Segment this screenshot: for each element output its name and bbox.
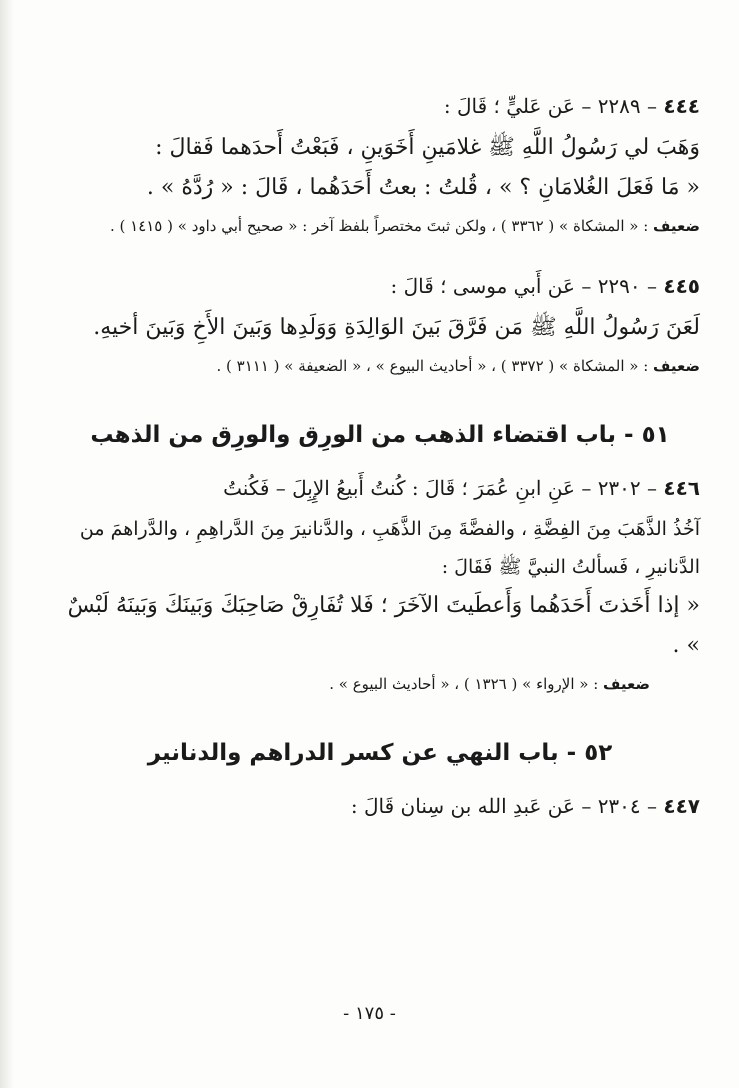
- hadith-446-heading: [60, 476, 700, 500]
- hadith-444-grade: ضعيف: [653, 217, 700, 235]
- hadith-444-line-1: وَهَبَ لي رَسُولُ اللَّهِ ﷺ غلامَينِ أَخَوَينِ ، فَبَعْتُ أَحدَهما فَقالَ :: [155, 135, 700, 160]
- hadith-446-note: : « الإرواء » ( ١٣٢٦ ) ، « أحاديث البيوع » .: [329, 675, 599, 693]
- hadith-446-number: ٤٤٦: [663, 476, 700, 500]
- book-page: [60, 80, 700, 1040]
- hadith-444-line-2: « مَا فَعَلَ الغُلامَانِ ؟ » ، قُلتُ : بعتُ أَحَدَهُما ، قَالَ : « رُدَّهُ » .: [146, 175, 700, 200]
- hadith-446-grading: [60, 668, 700, 700]
- hadith-445-heading: [60, 274, 700, 298]
- hadith-444-note: : « المشكاة » ( ٣٣٦٢ ) ، ولكن ثبتَ مختصراً بلفظ آخر : « صحيح أبي داود » ( ١٤١٥ ) .: [109, 217, 649, 235]
- hadith-445-number: ٤٤٥: [663, 274, 700, 298]
- chapter-52-title: ٥٢ - باب النهي عن كسر الدراهم والدنانير: [147, 740, 613, 766]
- hadith-447-heading: [60, 794, 700, 818]
- hadith-445-grading: [60, 350, 700, 382]
- hadith-444-heading: [60, 94, 700, 118]
- hadith-446-grade: ضعيف: [603, 675, 650, 693]
- binding-shadow: [0, 0, 14, 1088]
- hadith-446-line-2: « إذا أَخَذتَ أَحَدَهُما وَأَعطَيتَ الآخَرَ ؛ فَلا تُفَارِقْ صَاحِبَكَ وَبَينَكَ وَبَينَهُ لَبْسٌ » .: [67, 593, 700, 658]
- hadith-444-number: ٤٤٤: [663, 94, 700, 118]
- hadith-447-chain: – ٢٣٠٤ – عَن عَبدِ الله بن سِنان قَالَ :: [350, 794, 664, 818]
- hadith-445-line-1: لَعَنَ رَسُولُ اللَّهِ ﷺ مَن فَرَّقَ بَينَ الوَالِدَةِ وَوَلَدِها وَبَينَ الأَخِ وَبَينَ أخيهِ.: [93, 315, 700, 340]
- hadith-446-chain: – ٢٣٠٢ – عَنِ ابنِ عُمَرَ ؛ قَالَ : كُنتُ أَبيعُ الإِبِلَ – فَكُنتُ: [223, 476, 664, 500]
- chapter-51-title: ٥١ - باب اقتضاء الذهب من الورِق والورِق من الذهب: [90, 422, 670, 448]
- hadith-446-line-1: آخُذُ الذَّهَبَ مِنَ الفِضَّةِ ، والفضَّةَ مِنَ الذَّهَبِ ، والدَّنانيرَ مِنَ الدَّراهِمِ ، والدَّراهمَ من الدَّنانيرِ ، فَسألتُ النبيَّ ﷺ فَقَالَ :: [79, 518, 700, 578]
- page-number: - ١٧٥ -: [343, 1003, 396, 1024]
- hadith-445-grade: ضعيف: [653, 357, 700, 375]
- hadith-445-chain: – ٢٢٩٠ – عَن أَبي موسى ؛ قَالَ :: [390, 274, 664, 298]
- hadith-447-number: ٤٤٧: [663, 794, 700, 818]
- hadith-444-grading: [60, 210, 700, 242]
- hadith-445-note: : « المشكاة » ( ٣٣٧٢ ) ، « أحاديث البيوع » ، « الضعيفة » ( ٣١١١ ) .: [216, 357, 649, 375]
- hadith-444-chain: – ٢٢٨٩ – عَن عَليٍّ ؛ قَالَ :: [443, 94, 664, 118]
